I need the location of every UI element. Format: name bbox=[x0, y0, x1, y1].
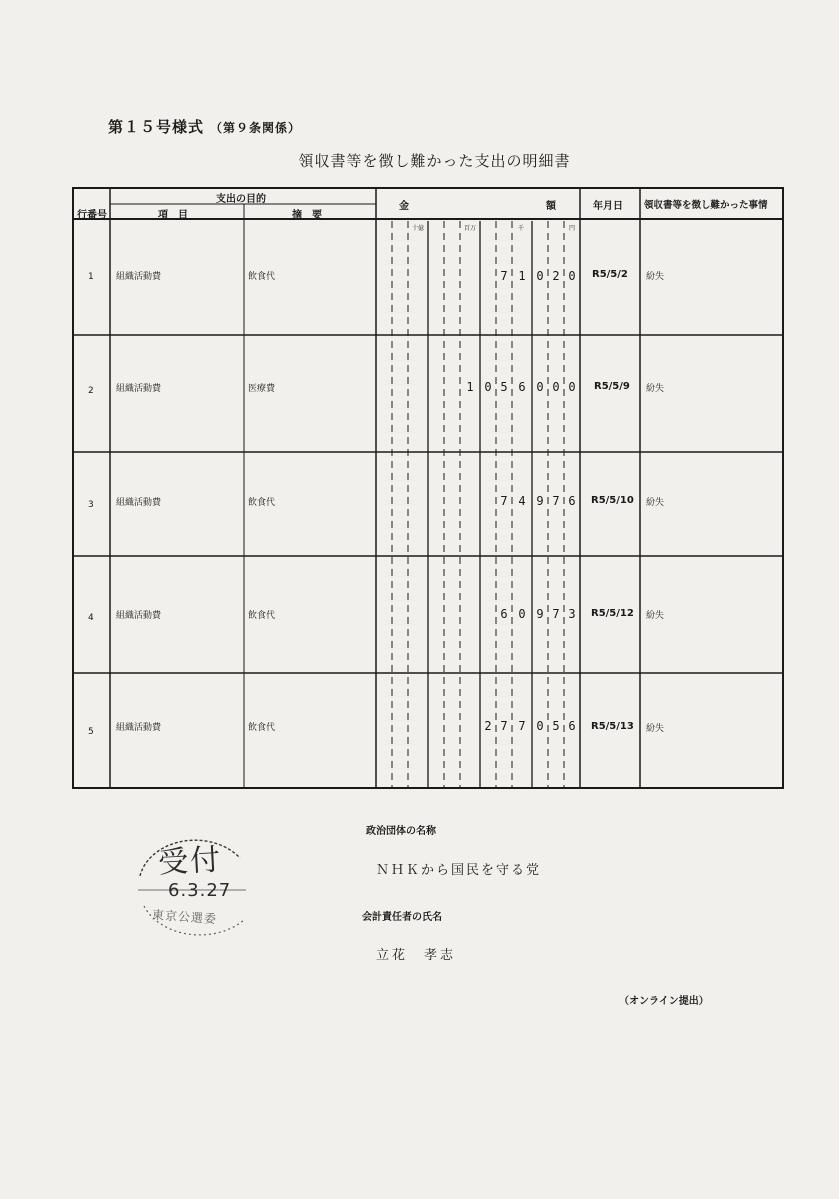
page-title: 領収書等を徴し難かった支出の明細書 bbox=[298, 152, 571, 170]
amount-digit: 6 bbox=[568, 719, 576, 733]
party-name: ＮＨＫから国民を守る党 bbox=[376, 863, 542, 878]
header-purpose: 支出の目的 bbox=[216, 194, 266, 205]
table-grid bbox=[72, 187, 784, 789]
expenditure-table bbox=[72, 187, 784, 789]
row-1-date: R5/5/2 bbox=[592, 269, 628, 280]
row-3-summary: 飲食代 bbox=[248, 498, 276, 508]
row-5-reason: 紛失 bbox=[646, 724, 665, 734]
treasurer-label: 会計責任者の氏名 bbox=[362, 912, 442, 923]
row-1-item: 組織活動費 bbox=[116, 272, 162, 282]
row-1-summary: 飲食代 bbox=[248, 272, 276, 282]
amount-digit: 7 bbox=[552, 607, 560, 621]
amount-digit: 3 bbox=[568, 607, 576, 621]
amount-digit: 1 bbox=[518, 269, 526, 283]
row-4-summary: 飲食代 bbox=[248, 611, 276, 621]
row-5-item: 組織活動費 bbox=[116, 723, 162, 733]
row-2-date: R5/5/9 bbox=[594, 381, 630, 392]
row-4-item: 組織活動費 bbox=[116, 611, 162, 621]
amount-digit: 4 bbox=[518, 494, 526, 508]
amount-digit: 7 bbox=[552, 494, 560, 508]
header-summary: 摘 要 bbox=[292, 210, 322, 221]
row-4-number: 4 bbox=[88, 613, 94, 623]
form-number-text: 第１５号様式 bbox=[108, 118, 205, 136]
amount-digit: 2 bbox=[552, 269, 560, 283]
amount-digit: 0 bbox=[552, 380, 560, 394]
amount-digit: 5 bbox=[500, 380, 508, 394]
row-2-summary: 医療費 bbox=[248, 384, 276, 394]
row-2-item: 組織活動費 bbox=[116, 384, 162, 394]
online-submission-note: （オンライン提出） bbox=[619, 996, 709, 1007]
row-2-reason: 紛失 bbox=[646, 384, 665, 394]
unit-label-sen: 千 bbox=[518, 225, 525, 232]
stamp-date: 6.3.27 bbox=[168, 880, 232, 901]
row-1-reason: 紛失 bbox=[646, 272, 665, 282]
stamp-bottom-text: 東京公選委 bbox=[151, 907, 218, 927]
treasurer-name: 立花 孝志 bbox=[376, 948, 457, 963]
amount-digit: 6 bbox=[568, 494, 576, 508]
header-date: 年月日 bbox=[593, 201, 623, 212]
amount-digit: 7 bbox=[500, 719, 508, 733]
row-4-reason: 紛失 bbox=[646, 611, 665, 621]
row-1-number: 1 bbox=[88, 272, 94, 282]
row-5-number: 5 bbox=[88, 727, 94, 737]
amount-digit: 2 bbox=[484, 719, 492, 733]
reception-stamp bbox=[128, 828, 258, 952]
amount-digit: 0 bbox=[518, 607, 526, 621]
amount-digit: 1 bbox=[466, 380, 474, 394]
header-amount-left: 金 bbox=[399, 201, 409, 212]
unit-label-jukoku: 十億 bbox=[412, 225, 425, 232]
amount-digit: 0 bbox=[568, 269, 576, 283]
row-3-number: 3 bbox=[88, 500, 94, 510]
row-3-date: R5/5/10 bbox=[591, 495, 634, 506]
amount-digit: 6 bbox=[500, 607, 508, 621]
amount-digit: 0 bbox=[536, 269, 544, 283]
row-3-reason: 紛失 bbox=[646, 498, 665, 508]
amount-digit: 0 bbox=[568, 380, 576, 394]
form-reference: （第９条関係） bbox=[210, 121, 302, 135]
party-name-label: 政治団体の名称 bbox=[366, 826, 436, 837]
amount-digit: 7 bbox=[500, 269, 508, 283]
row-5-summary: 飲食代 bbox=[248, 723, 276, 733]
amount-digit: 7 bbox=[500, 494, 508, 508]
amount-digit: 7 bbox=[518, 719, 526, 733]
stamp-top-text: 受付 bbox=[157, 842, 224, 881]
row-3-item: 組織活動費 bbox=[116, 498, 162, 508]
amount-digit: 5 bbox=[552, 719, 560, 733]
amount-digit: 0 bbox=[536, 380, 544, 394]
amount-digit: 6 bbox=[518, 380, 526, 394]
row-4-date: R5/5/12 bbox=[591, 608, 634, 619]
amount-digit: 9 bbox=[536, 607, 544, 621]
row-2-number: 2 bbox=[88, 386, 94, 396]
amount-digit: 0 bbox=[536, 719, 544, 733]
header-row-number: 行番号 bbox=[77, 210, 107, 221]
amount-digit: 9 bbox=[536, 494, 544, 508]
header-reason: 領収書等を徴し難かった事情 bbox=[644, 200, 768, 211]
header-amount-right: 額 bbox=[546, 201, 556, 212]
unit-label-en: 円 bbox=[569, 225, 576, 232]
form-number bbox=[108, 116, 301, 137]
unit-label-hyakuman: 百万 bbox=[464, 225, 477, 232]
header-item: 項 目 bbox=[158, 210, 188, 221]
row-5-date: R5/5/13 bbox=[591, 721, 634, 732]
amount-digit: 0 bbox=[484, 380, 492, 394]
